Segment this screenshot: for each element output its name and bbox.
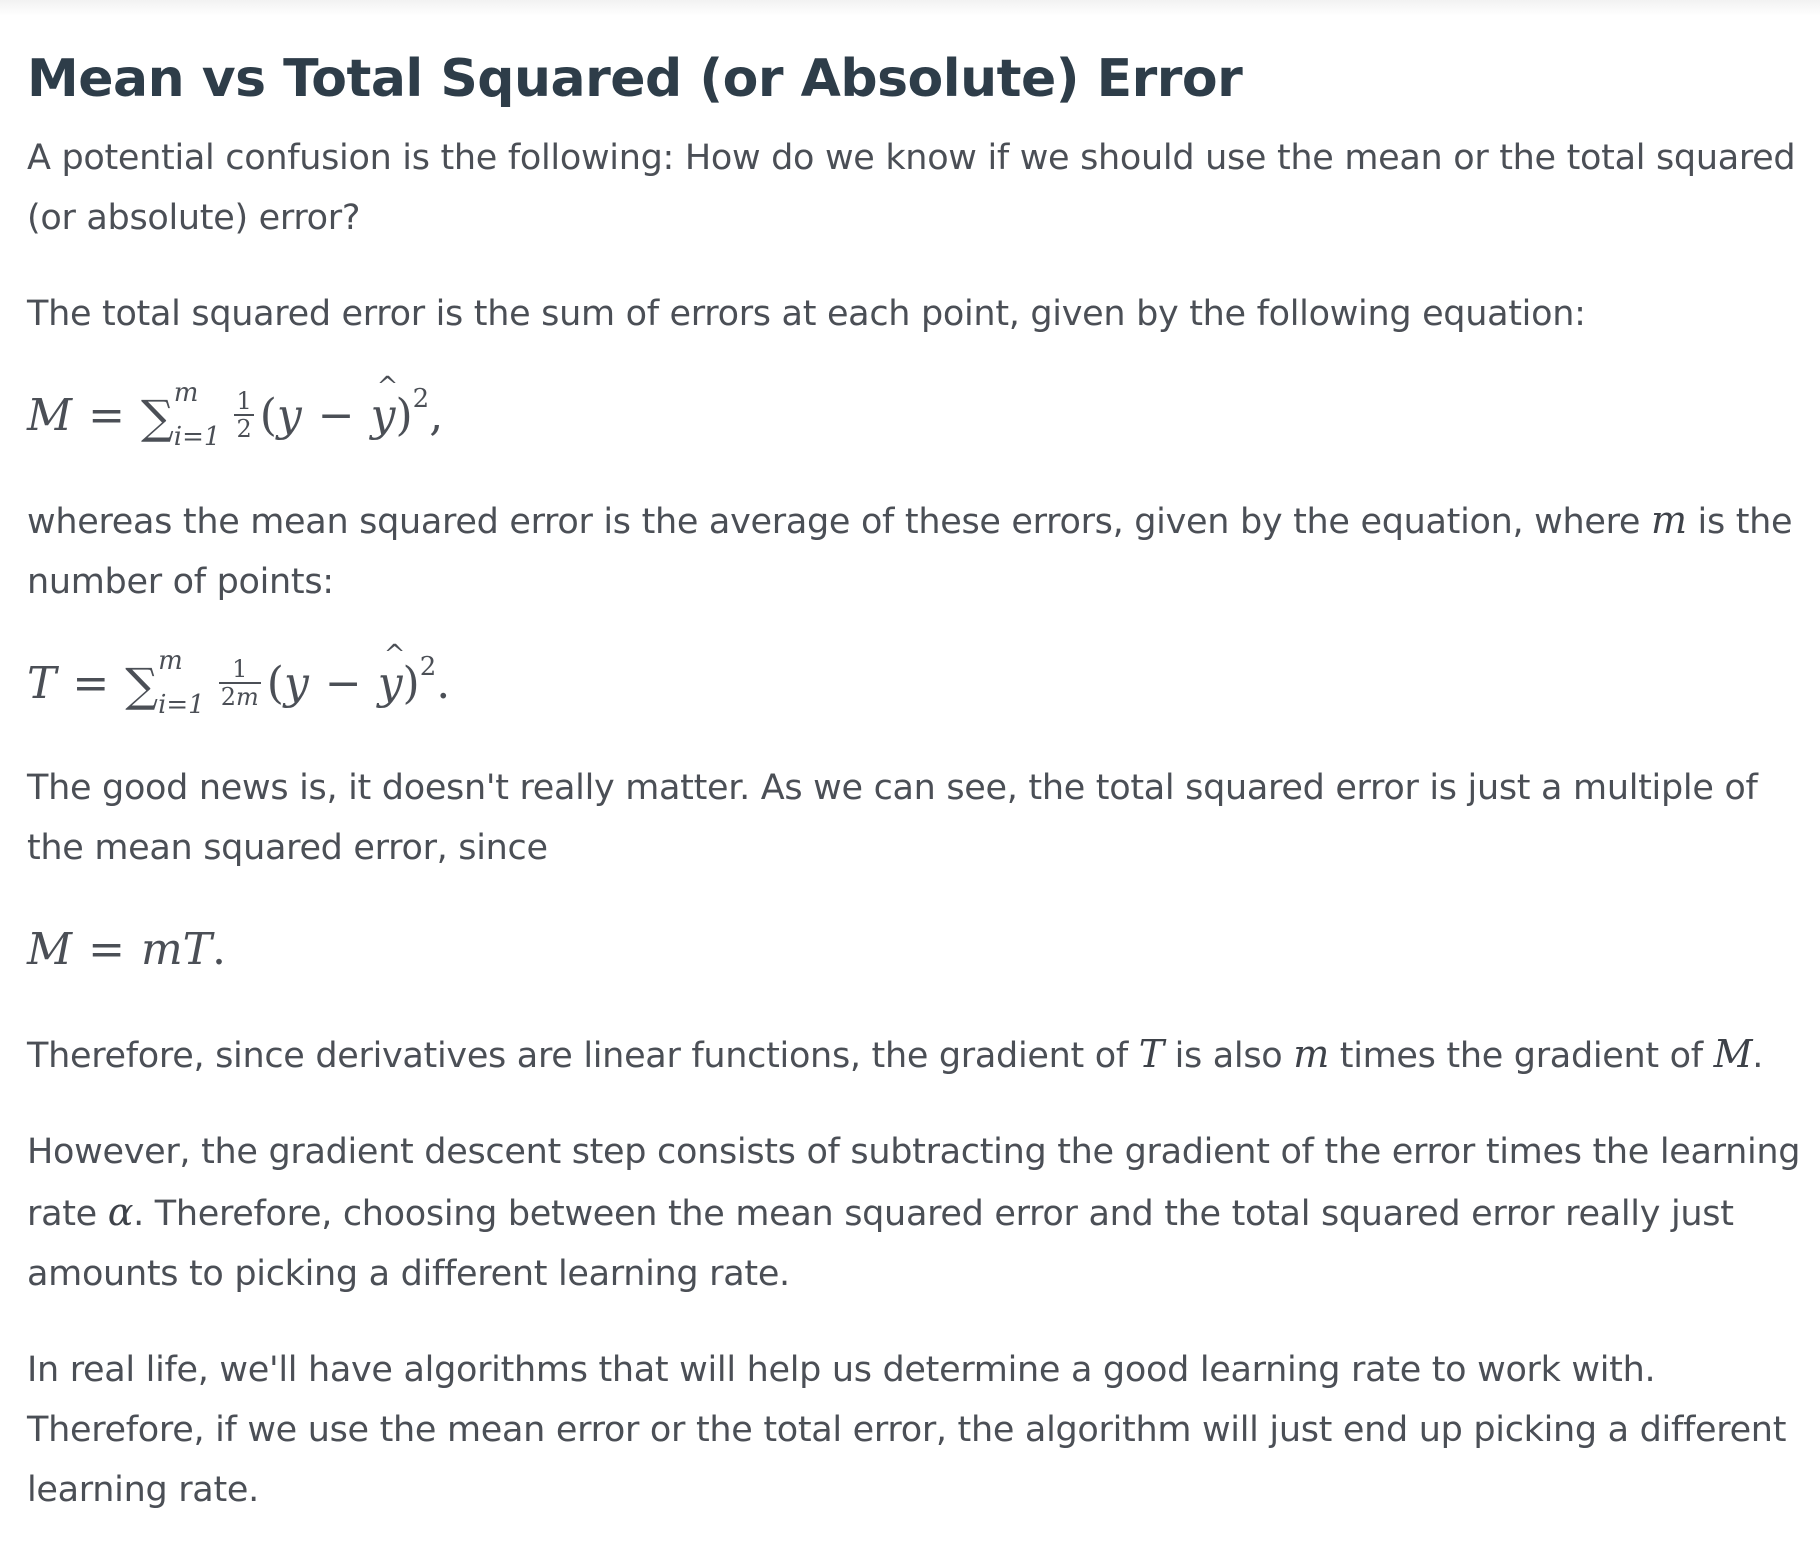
eq1-comma: , bbox=[429, 389, 444, 441]
p3-text-b: is the number of points: bbox=[27, 502, 1793, 602]
eq1-frac-numerator: 1 bbox=[236, 387, 252, 415]
eq2-sum-symbol: ∑ bbox=[125, 658, 159, 712]
eq2-upper-limit: m bbox=[158, 646, 183, 676]
p5-var-m: m bbox=[1293, 1032, 1329, 1076]
eq2-frac-den-m: m bbox=[236, 683, 259, 711]
eq2-frac-den-two: 2 bbox=[220, 683, 237, 711]
equation-mean-squared-error bbox=[27, 648, 1802, 718]
eq2-lhs: T bbox=[27, 657, 57, 709]
eq2-period: . bbox=[436, 657, 451, 709]
paragraph-gradient bbox=[27, 1024, 1802, 1086]
top-shadow bbox=[0, 0, 1820, 16]
paragraph-good-news: The good news is, it doesn't really matter. As we can see, the total squared error is just a multiple of the mean squared error, since bbox=[27, 768, 1758, 868]
equation-total-squared-error bbox=[27, 380, 1802, 450]
paragraph-intro: A potential confusion is the following: How do we know if we should use the mean or the total squared (or absolute) error? bbox=[27, 138, 1796, 238]
eq2-exponent: 2 bbox=[419, 652, 437, 682]
eq2-y: y bbox=[283, 657, 309, 709]
p5-text-b: is also bbox=[1163, 1036, 1294, 1076]
eq1-exponent: 2 bbox=[412, 384, 430, 414]
p6-var-alpha: α bbox=[107, 1190, 134, 1234]
eq1-close-paren: ) bbox=[395, 389, 413, 441]
eq2-lower-limit: i=1 bbox=[158, 690, 205, 720]
eq1-lhs: M bbox=[27, 389, 73, 441]
eq1-minus: − bbox=[317, 389, 355, 441]
eq2-frac-denominator bbox=[219, 682, 261, 710]
equation-relation bbox=[27, 914, 1802, 984]
p6-text-b: . Therefore, choosing between the mean squared error and the total squared error really just amounts to picking a different learning rate. bbox=[27, 1194, 1734, 1294]
eq1-sum-symbol: ∑ bbox=[140, 390, 174, 444]
eq1-equals: = bbox=[88, 389, 125, 441]
eq3-period: . bbox=[212, 923, 227, 975]
eq3-equals: = bbox=[88, 923, 125, 975]
eq1-fraction bbox=[234, 388, 253, 442]
eq2-close-paren: ) bbox=[402, 657, 420, 709]
paragraph-real-life: In real life, we'll have algorithms that will help us determine a good learning rate to work with. Therefore, if we use the mean error or the total error, the algorithm will just end up picking a different learning rate. bbox=[27, 1350, 1787, 1510]
eq2-minus: − bbox=[324, 657, 362, 709]
eq3-lhs: M bbox=[27, 923, 73, 975]
eq2-frac-numerator: 1 bbox=[232, 655, 248, 683]
paragraph-mean-error bbox=[27, 490, 1802, 612]
eq3-rhs: mT bbox=[140, 923, 213, 975]
eq1-y: y bbox=[276, 389, 302, 441]
p3-var-m: m bbox=[1650, 498, 1687, 542]
eq1-y-hat: ^ y bbox=[371, 390, 396, 441]
eq2-limits bbox=[158, 646, 205, 720]
eq1-open-paren: ( bbox=[259, 389, 277, 441]
eq2-y-hat: ^ y bbox=[378, 658, 403, 709]
paragraph-learning-rate bbox=[27, 1122, 1802, 1304]
p5-var-mcap: M bbox=[1713, 1032, 1753, 1076]
p5-text-a: Therefore, since derivatives are linear functions, the gradient of bbox=[27, 1036, 1139, 1076]
eq1-lower-limit: i=1 bbox=[173, 422, 221, 452]
p3-text-a: whereas the mean squared error is the average of these errors, given by the equation, where bbox=[27, 502, 1651, 542]
article bbox=[27, 40, 1802, 1556]
eq1-upper-limit: m bbox=[173, 378, 199, 408]
p6-text-a: However, the gradient descent step consists of subtracting the gradient of the error times the learning rate bbox=[27, 1132, 1801, 1234]
p5-text-c: times the gradient of bbox=[1328, 1036, 1714, 1076]
eq1-limits bbox=[173, 378, 221, 452]
eq2-fraction bbox=[219, 656, 261, 710]
p5-text-d: . bbox=[1752, 1036, 1764, 1076]
eq1-frac-denominator: 2 bbox=[236, 415, 252, 443]
p5-var-t: T bbox=[1138, 1032, 1164, 1076]
article-title: Mean vs Total Squared (or Absolute) Error bbox=[27, 49, 1243, 109]
eq2-open-paren: ( bbox=[266, 657, 284, 709]
eq2-equals: = bbox=[72, 657, 110, 709]
paragraph-total-error: The total squared error is the sum of errors at each point, given by the following equation: bbox=[27, 294, 1586, 334]
